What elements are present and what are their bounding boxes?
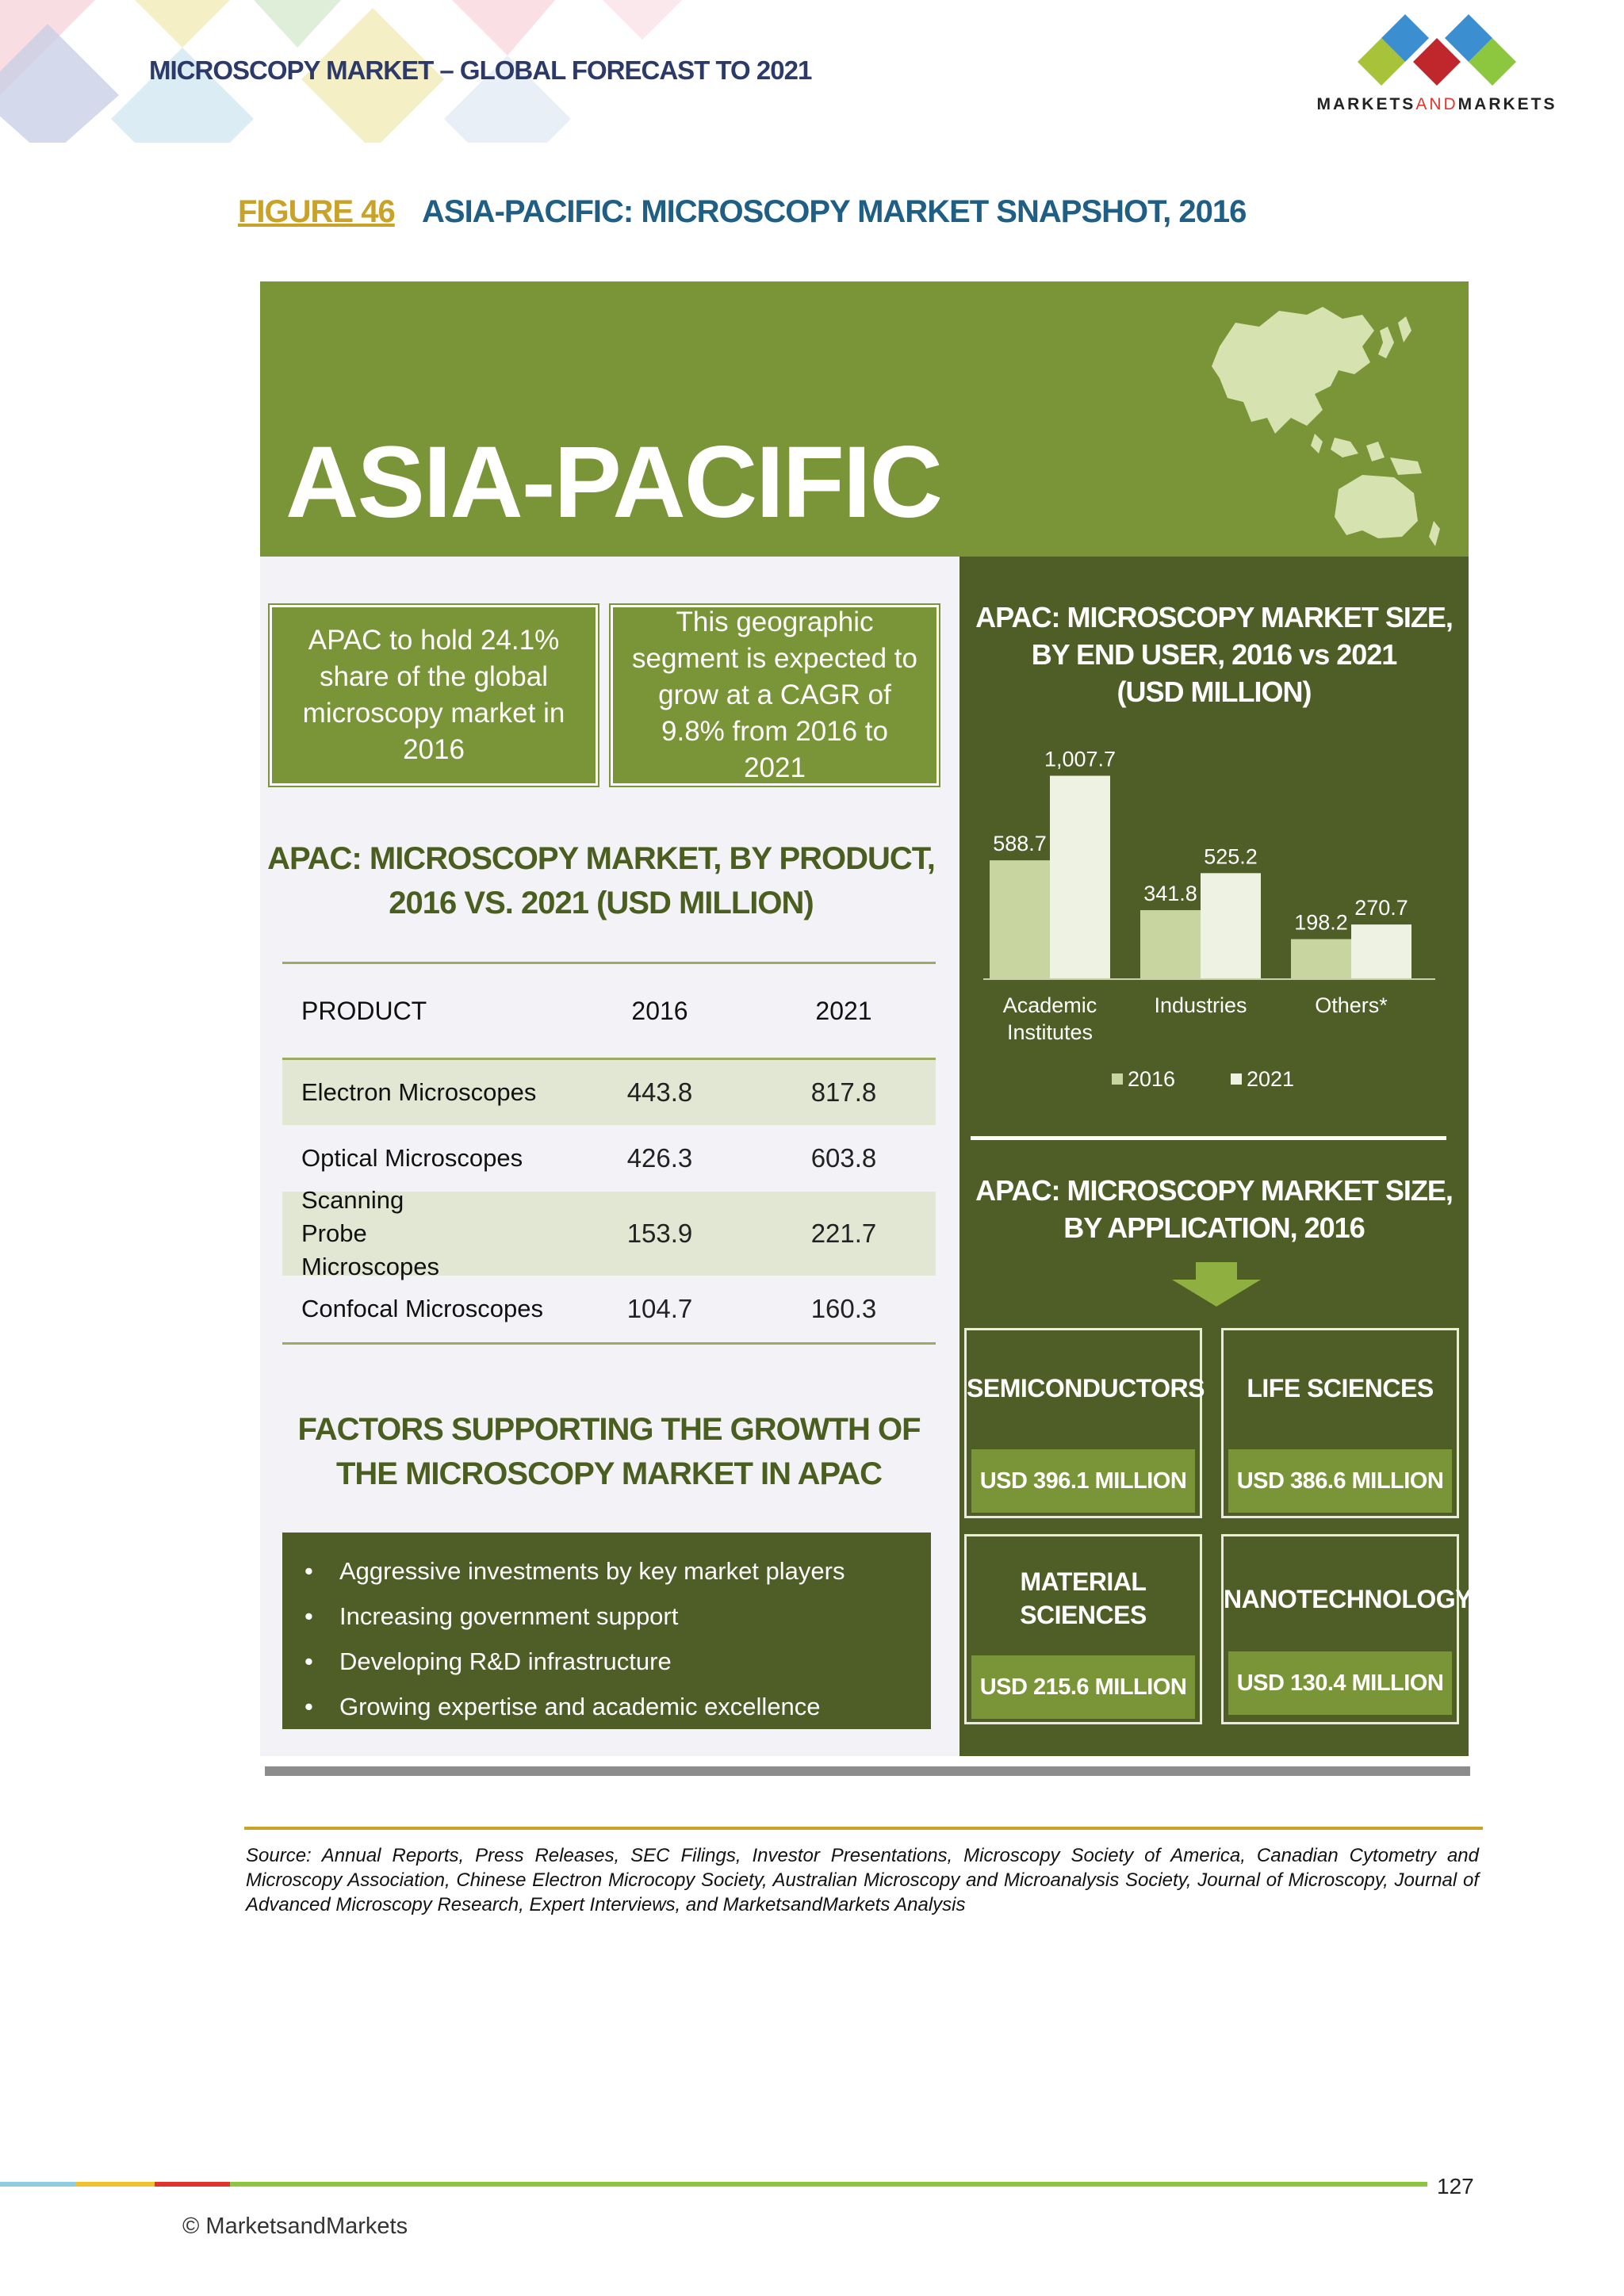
cell-2016: 426.3 bbox=[626, 1143, 693, 1173]
chart-marks bbox=[983, 747, 1435, 1091]
figure-title: ASIA-PACIFIC: MICROSCOPY MARKET SNAPSHOT, 2016 bbox=[422, 194, 1247, 229]
legend-swatch bbox=[1231, 1073, 1242, 1085]
cell-product: Scanning Probe Microscopes bbox=[301, 1186, 439, 1280]
table-header bbox=[282, 964, 936, 1058]
legend-label: 2016 bbox=[1128, 1067, 1176, 1091]
list-item: • Aggressive investments by key market players bbox=[282, 1548, 931, 1594]
bar-label: 525.2 bbox=[1204, 844, 1258, 869]
cell-2021: 221.7 bbox=[810, 1219, 877, 1248]
header-product: PRODUCT bbox=[301, 996, 427, 1025]
source-rule bbox=[244, 1827, 1483, 1830]
cell-2021: 160.3 bbox=[810, 1294, 877, 1323]
header-2016: 2016 bbox=[631, 996, 688, 1025]
stat-text: APAC to hold 24.1% share of the global microscopy market in 2016 bbox=[302, 625, 565, 765]
table-row bbox=[282, 1125, 936, 1192]
figure-label: FIGURE 46 bbox=[238, 194, 395, 229]
app-value: USD 386.6 MILLION bbox=[1228, 1449, 1452, 1513]
cell-2021: 817.8 bbox=[810, 1077, 877, 1107]
cell-2021: 603.8 bbox=[810, 1143, 877, 1173]
title-line: APAC: MICROSCOPY MARKET, BY PRODUCT, bbox=[267, 841, 935, 876]
category-label: Academic bbox=[1002, 993, 1097, 1017]
page-number: 127 bbox=[1437, 2174, 1474, 2198]
bar-2021 bbox=[1050, 775, 1110, 979]
legend-swatch bbox=[1112, 1073, 1123, 1085]
stat-box-market-share bbox=[270, 605, 598, 786]
category-label: Others* bbox=[1315, 993, 1388, 1017]
factors-box bbox=[282, 1533, 931, 1729]
source-note: Source: Annual Reports, Press Releases, SEC Filings, Investor Presentations, Microscopy Society of America, Canadian Cytometry and Microscopy Association, Chinese Electron Microcopy Society, Australian Microscopy and Microanalysis Society, Journal of Microscopy, Journal of Advanced Microscopy Research, Expert Interviews, and MarketsandMarkets Analysis bbox=[246, 1845, 1479, 1915]
app-value: USD 396.1 MILLION bbox=[971, 1449, 1195, 1513]
table-rule bbox=[282, 1342, 936, 1345]
factors-list bbox=[282, 1533, 931, 1729]
app-value: USD 130.4 MILLION bbox=[1228, 1651, 1452, 1715]
list-item: • Growing expertise and academic excellence bbox=[282, 1684, 931, 1729]
asia-pacific-map-icon bbox=[1204, 299, 1450, 553]
down-arrow-icon bbox=[1172, 1262, 1261, 1307]
category-label: Industries bbox=[1154, 993, 1247, 1017]
cell-product: Electron Microscopes bbox=[301, 1078, 537, 1106]
header-2021: 2021 bbox=[815, 996, 872, 1025]
list-item: • Developing R&D infrastructure bbox=[282, 1639, 931, 1684]
table-row bbox=[282, 1186, 936, 1280]
stat-text: This geographic segment is expected to grow at a CAGR of 9.8% from 2016 to 2021 bbox=[632, 607, 917, 783]
app-name-line: MATERIAL bbox=[1020, 1567, 1147, 1596]
title-line: 2016 VS. 2021 (USD MILLION) bbox=[389, 886, 814, 920]
title-line: BY APPLICATION, 2016 bbox=[1063, 1211, 1365, 1244]
app-box-life-sciences bbox=[1221, 1328, 1459, 1518]
title-line: THE MICROSCOPY MARKET IN APAC bbox=[335, 1456, 883, 1491]
title-line: BY END USER, 2016 vs 2021 bbox=[1031, 638, 1397, 671]
bar-label: 588.7 bbox=[993, 832, 1047, 856]
app-box-semiconductors bbox=[964, 1328, 1205, 1518]
cell-product: Confocal Microscopes bbox=[301, 1295, 543, 1322]
copyright: © MarketsandMarkets bbox=[182, 2214, 408, 2239]
list-item: • Increasing government support bbox=[282, 1594, 931, 1639]
infographic-bottom-bar bbox=[265, 1766, 1470, 1776]
region-title: ASIA-PACIFIC bbox=[285, 426, 941, 539]
end-user-chart-title bbox=[959, 599, 1469, 710]
report-title: MICROSCOPY MARKET – GLOBAL FORECAST TO 2021 bbox=[149, 55, 812, 85]
bar-label: 198.2 bbox=[1294, 910, 1348, 935]
title-line: APAC: MICROSCOPY MARKET SIZE, bbox=[975, 601, 1453, 633]
stat-box-cagr bbox=[611, 605, 939, 786]
app-name: LIFE SCIENCES bbox=[1247, 1374, 1434, 1402]
product-table bbox=[282, 962, 936, 1345]
app-name: SEMICONDUCTORS bbox=[967, 1374, 1205, 1402]
bar-label: 1,007.7 bbox=[1044, 747, 1116, 771]
title-line: FACTORS SUPPORTING THE GROWTH OF bbox=[297, 1412, 921, 1447]
cell-2016: 153.9 bbox=[626, 1219, 693, 1248]
footer-color-bar bbox=[0, 2182, 1427, 2187]
bar-label: 270.7 bbox=[1354, 896, 1408, 920]
cell-2016: 104.7 bbox=[626, 1294, 693, 1323]
app-box-material-sciences bbox=[964, 1534, 1202, 1724]
bar-2016 bbox=[990, 860, 1050, 979]
app-name-line: SCIENCES bbox=[1020, 1601, 1147, 1629]
app-name: NANOTECHNOLOGY bbox=[1224, 1585, 1472, 1613]
factors-title bbox=[260, 1407, 958, 1496]
cell-2016: 443.8 bbox=[626, 1077, 693, 1107]
bar-label: 341.8 bbox=[1143, 881, 1197, 905]
bar-2016 bbox=[1291, 939, 1351, 979]
bar-2016 bbox=[1140, 910, 1201, 979]
app-box-nanotechnology bbox=[1221, 1534, 1472, 1724]
logo-wordmark: MARKETSANDMARKETS bbox=[1316, 95, 1557, 113]
product-table-title bbox=[260, 836, 942, 925]
marketsandmarkets-logo-icon bbox=[1358, 14, 1516, 94]
panel-divider bbox=[971, 1136, 1446, 1140]
end-user-bar-chart bbox=[959, 737, 1469, 1102]
app-value: USD 215.6 MILLION bbox=[971, 1655, 1195, 1719]
legend-label: 2021 bbox=[1247, 1067, 1295, 1091]
bar-2021 bbox=[1351, 924, 1411, 979]
application-title bbox=[959, 1172, 1469, 1246]
category-label: Institutes bbox=[1006, 1020, 1094, 1044]
table-row bbox=[282, 1060, 936, 1125]
bar-2021 bbox=[1201, 873, 1261, 979]
title-line: (USD MILLION) bbox=[1116, 675, 1312, 708]
title-line: APAC: MICROSCOPY MARKET SIZE, bbox=[975, 1174, 1453, 1207]
app-name bbox=[967, 1565, 1200, 1632]
region-banner bbox=[260, 281, 1469, 557]
cell-product: Optical Microscopes bbox=[301, 1144, 523, 1172]
table-row bbox=[282, 1276, 936, 1342]
